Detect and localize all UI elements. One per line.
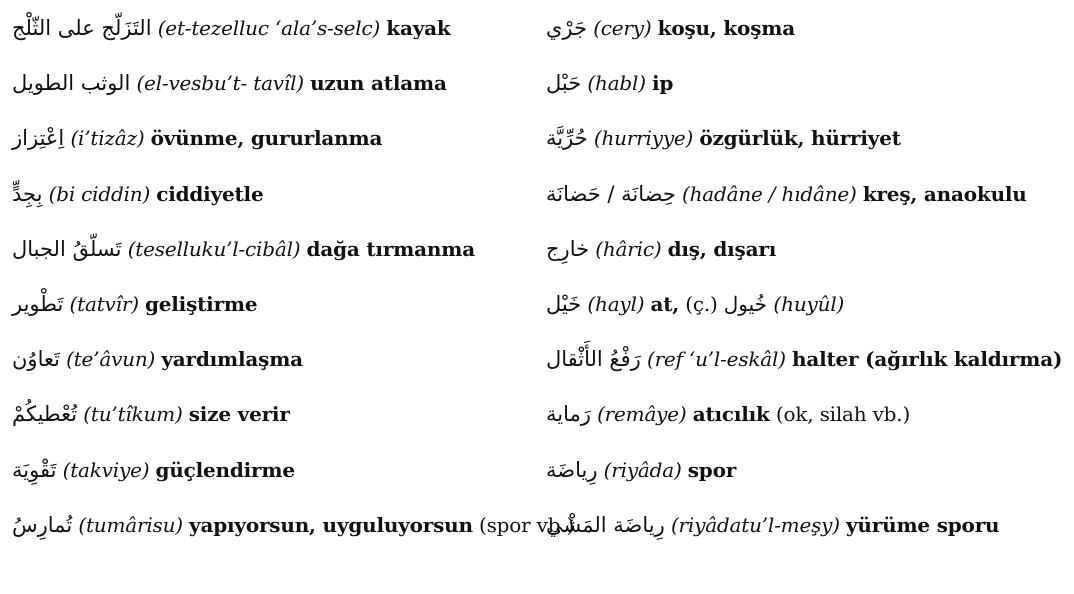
transliteration: (riyâdatu’l-meşy): [670, 512, 840, 537]
transliteration: (tu’tîkum): [83, 402, 183, 427]
meaning: ciddiyetle: [156, 181, 264, 206]
arabic-term: تَطْوير: [12, 291, 64, 316]
arabic-term: تَقْوِيَة: [12, 457, 57, 482]
arabic-term: خَيْل: [546, 291, 582, 316]
transliteration: (ref ‘u’l-eskâl): [646, 347, 786, 372]
plural-transliteration: (huyûl): [773, 291, 845, 316]
vocab-entry: [546, 456, 1066, 511]
arabic-term: حُرِّيَّة: [546, 126, 588, 151]
meaning: yardımlaşma: [161, 347, 303, 372]
transliteration: (hadâne / hıdâne): [682, 181, 857, 206]
meaning: dış, dışarı: [667, 236, 777, 261]
transliteration: (hâric): [595, 236, 662, 261]
meaning: uzun atlama: [310, 71, 447, 96]
transliteration: (et-tezelluc ‘ala’s-selc): [157, 16, 381, 40]
arabic-term: خارِج: [546, 236, 590, 261]
arabic-term: رِياضَة: [546, 457, 598, 482]
vocab-entry: [546, 400, 1066, 455]
vocab-entry: [546, 124, 1066, 179]
transliteration: (teselluku’l-cibâl): [127, 236, 301, 261]
arabic-term: تُعْطيكُمْ: [12, 402, 78, 427]
transliteration: (el-vesbu’t- tavîl): [136, 71, 304, 96]
usage-note: (ok, silah vb.): [775, 402, 911, 427]
vocab-entry: [12, 511, 575, 566]
vocabulary-column-right: [546, 14, 1066, 566]
arabic-term: رَفْعُ الأَثْقال: [546, 347, 641, 372]
meaning: yapıyorsun, uyguluyorsun: [189, 512, 473, 537]
meaning: ip: [652, 71, 674, 96]
arabic-term: الوثب الطويل: [12, 71, 131, 96]
arabic-term: حَبْل: [546, 71, 582, 96]
transliteration: (bi ciddin): [48, 181, 151, 206]
meaning: koşu, koşma: [657, 16, 795, 40]
vocab-entry: [546, 69, 1066, 124]
meaning: kreş, anaokulu: [862, 181, 1027, 206]
vocab-entry: [546, 290, 1066, 345]
transliteration: (tatvîr): [69, 291, 139, 316]
meaning: dağa tırmanma: [306, 236, 475, 261]
meaning: halter (ağırlık kaldırma): [792, 347, 1063, 372]
meaning: at,: [650, 291, 680, 316]
vocab-entry: [546, 345, 1066, 400]
arabic-term: التَزَلّج على الثّلْج: [12, 16, 152, 40]
arabic-term: جَرْي: [546, 16, 588, 40]
meaning: güçlendirme: [155, 457, 295, 482]
meaning: özgürlük, hürriyet: [699, 126, 901, 151]
meaning: övünme, gururlanma: [150, 126, 383, 151]
vocab-entry: [546, 511, 1066, 566]
transliteration: (riyâda): [603, 457, 682, 482]
vocab-entry: [546, 235, 1066, 290]
vocab-entry: [12, 400, 532, 455]
meaning: size verir: [188, 402, 290, 427]
arabic-term: رِياضَة المَشْي: [546, 512, 665, 537]
arabic-term: تَعاوُن: [12, 347, 60, 372]
transliteration: (habl): [587, 71, 646, 96]
vocab-entry: [546, 14, 1066, 69]
plural-note: (ç.) خُيول: [685, 291, 768, 316]
vocab-entry: [12, 69, 532, 124]
vocab-entry: [12, 345, 532, 400]
vocab-entry: [12, 456, 532, 511]
transliteration: (takviye): [62, 457, 150, 482]
arabic-term: رَماية: [546, 402, 591, 427]
meaning: kayak: [386, 16, 451, 40]
transliteration: (i’tizâz): [70, 126, 145, 151]
meaning: yürüme sporu: [846, 512, 1000, 537]
vocab-entry: [12, 180, 532, 235]
vocab-entry: [12, 290, 532, 345]
meaning: geliştirme: [144, 291, 258, 316]
transliteration: (hayl): [587, 291, 645, 316]
vocab-entry: [546, 180, 1066, 235]
transliteration: (hurriyye): [593, 126, 694, 151]
usage-note: (spor vb.): [479, 512, 575, 537]
transliteration: (cery): [593, 16, 652, 40]
arabic-term: اِعْتِزاز: [12, 126, 65, 151]
arabic-term: حِضانَة / حَضانَة: [546, 181, 676, 206]
transliteration: (te’âvun): [66, 347, 156, 372]
arabic-term: تَسلّقُ الجبال: [12, 236, 122, 261]
arabic-term: تُمارِسُ: [12, 512, 73, 537]
vocab-entry: [12, 124, 532, 179]
vocab-entry: [12, 235, 532, 290]
transliteration: (tumârisu): [78, 512, 183, 537]
meaning: atıcılık: [692, 402, 770, 427]
arabic-term: بِجِدٍّ: [12, 181, 43, 206]
vocab-entry: [12, 14, 532, 69]
transliteration: (remâye): [597, 402, 687, 427]
meaning: spor: [687, 457, 737, 482]
